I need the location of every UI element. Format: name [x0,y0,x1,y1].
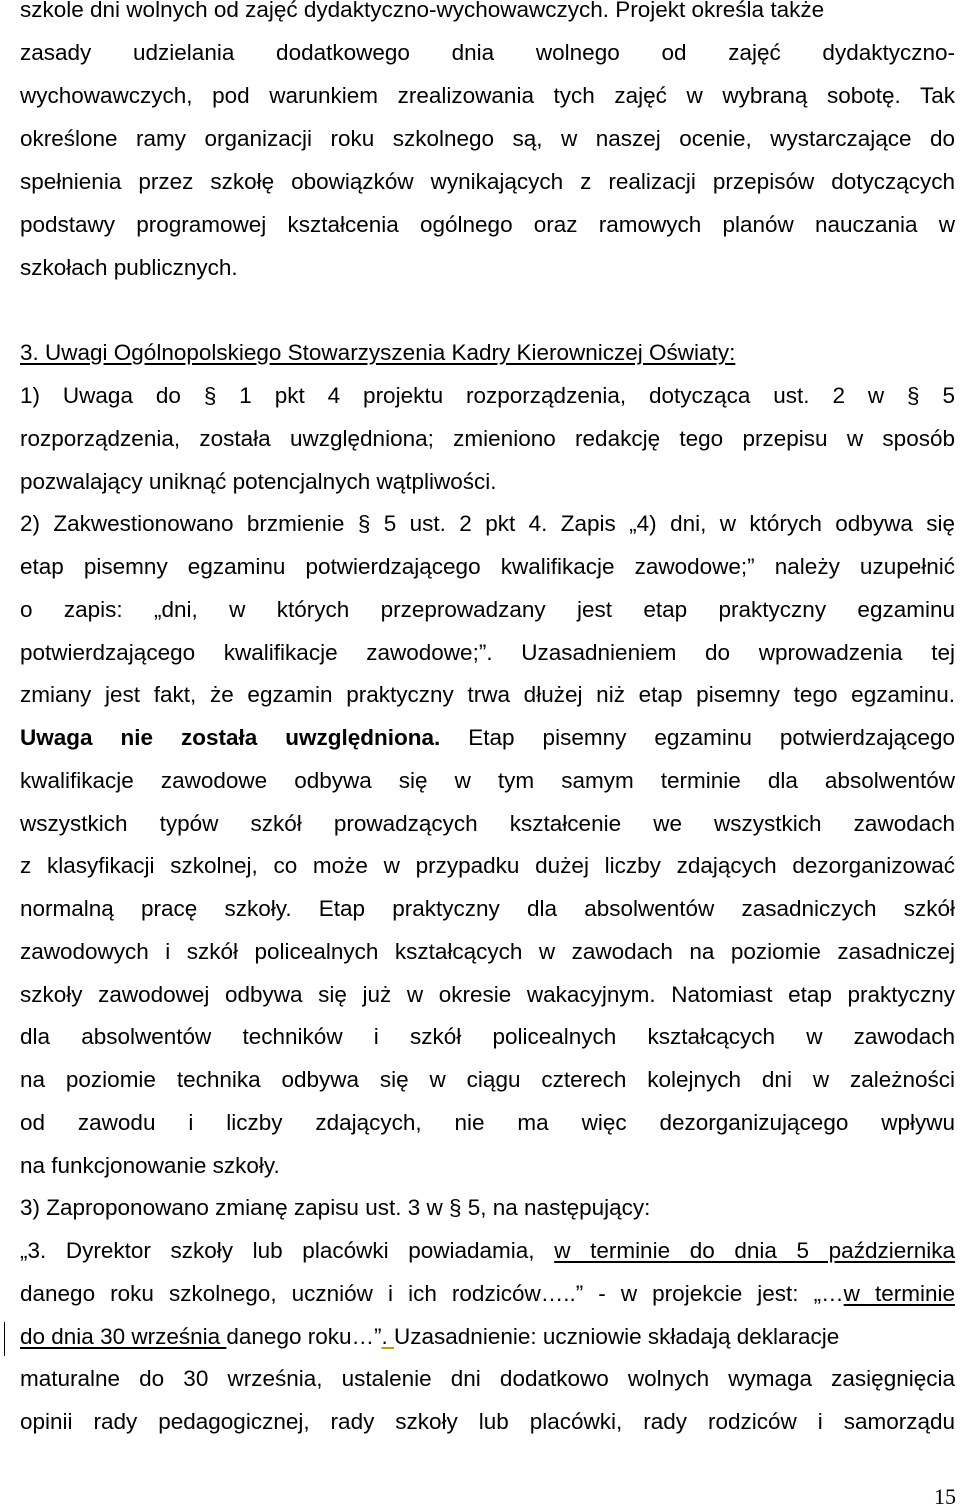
text-line: opinii rady pedagogicznej, rady szkoły lub placówki, rady rodziców i samorządu [20,1409,955,1434]
text-line: Uwaga nie została uwzględniona. Etap pisemny egzaminu potwierdzającego [20,725,955,750]
text-line: normalną pracę szkoły. Etap praktyczny dla absolwentów zasadniczych szkół [20,896,955,921]
text-line: zmiany jest fakt, że egzamin praktyczny trwa dłużej niż etap pisemny tego egzaminu. [20,682,955,707]
text-line: potwierdzającego kwalifikacje zawodowe;”. Uzasadnieniem do wprowadzenia tej [20,640,955,665]
underlined-phrase: w terminie [843,1281,955,1306]
inserted-text-marker: . [381,1324,395,1349]
text-line: określone ramy organizacji roku szkolnego są, w naszej ocenie, wystarczające do [20,126,955,151]
text-line: szkoły zawodowej odbywa się już w okresie wakacyjnym. Natomiast etap praktyczny [20,982,955,1007]
text-line: wychowawczych, pod warunkiem zrealizowania tych zajęć w wybraną sobotę. Tak [20,83,955,108]
text-line: zasady udzielania dodatkowego dnia wolnego od zajęć dydaktyczno- [20,40,955,65]
text-line: od zawodu i liczby zdających, nie ma więc dezorganizującego wpływu [20,1110,955,1135]
text-line: pozwalający uniknąć potencjalnych wątpliwości. [20,469,497,494]
text-line: szkołach publicznych. [20,255,238,280]
text-line: do dnia 30 września danego roku…”. Uzasadnienie: uczniowie składają deklaracje [20,1324,840,1349]
text-line: na funkcjonowanie szkoły. [20,1153,280,1178]
underlined-phrase: do dnia 30 września [20,1324,227,1349]
text-line: 3) Zaproponowano zmianę zapisu ust. 3 w § 5, na następujący: [20,1195,651,1220]
text-line: podstawy programowej kształcenia ogólnego oraz ramowych planów nauczania w [20,212,955,237]
section-heading: 3. Uwagi Ogólnopolskiego Stowarzyszenia Kadry Kierowniczej Oświaty: [20,340,736,365]
text-line: na poziomie technika odbywa się w ciągu czterech kolejnych dni w zależności [20,1067,955,1092]
text-line: „3. Dyrektor szkoły lub placówki powiadamia, w terminie do dnia 5 października [20,1238,955,1263]
text-line: danego roku szkolnego, uczniów i ich rodziców…..” - w projekcie jest: „…w terminie [20,1281,955,1306]
text-line: dla absolwentów techników i szkół policealnych kształcących w zawodach [20,1024,955,1049]
page-number: 15 [934,1484,956,1509]
text-line: maturalne do 30 września, ustalenie dni dodatkowo wolnych wymaga zasięgnięcia [20,1366,955,1391]
text-line: kwalifikacje zawodowe odbywa się w tym samym terminie dla absolwentów [20,768,955,793]
text-line: etap pisemny egzaminu potwierdzającego kwalifikacje zawodowe;” należy uzupełnić [20,554,955,579]
text-line: zawodowych i szkół policealnych kształcących w zawodach na poziomie zasadniczej [20,939,955,964]
text-line: o zapis: „dni, w których przeprowadzany jest etap praktyczny egzaminu [20,597,955,622]
text-line: wszystkich typów szkół prowadzących kształcenie we wszystkich zawodach [20,811,955,836]
underlined-phrase: w terminie do dnia 5 października [554,1238,955,1263]
text-line: 2) Zakwestionowano brzmienie § 5 ust. 2 pkt 4. Zapis „4) dni, w których odbywa się [20,511,955,536]
text-line: 1) Uwaga do § 1 pkt 4 projektu rozporządzenia, dotycząca ust. 2 w § 5 [20,383,955,408]
text-line: rozporządzenia, została uwzględniona; zmieniono redakcję tego przepisu w sposób [20,426,955,451]
text-line: z klasyfikacji szkolnej, co może w przypadku dużej liczby zdających dezorganizować [20,853,955,878]
change-bar [4,1322,5,1356]
text-line: spełnienia przez szkołę obowiązków wynikających z realizacji przepisów dotyczących [20,169,955,194]
text-line: szkole dni wolnych od zajęć dydaktyczno-wychowawczych. Projekt określa także [20,0,825,22]
bold-verdict: Uwaga nie została uwzględniona. [20,725,441,750]
